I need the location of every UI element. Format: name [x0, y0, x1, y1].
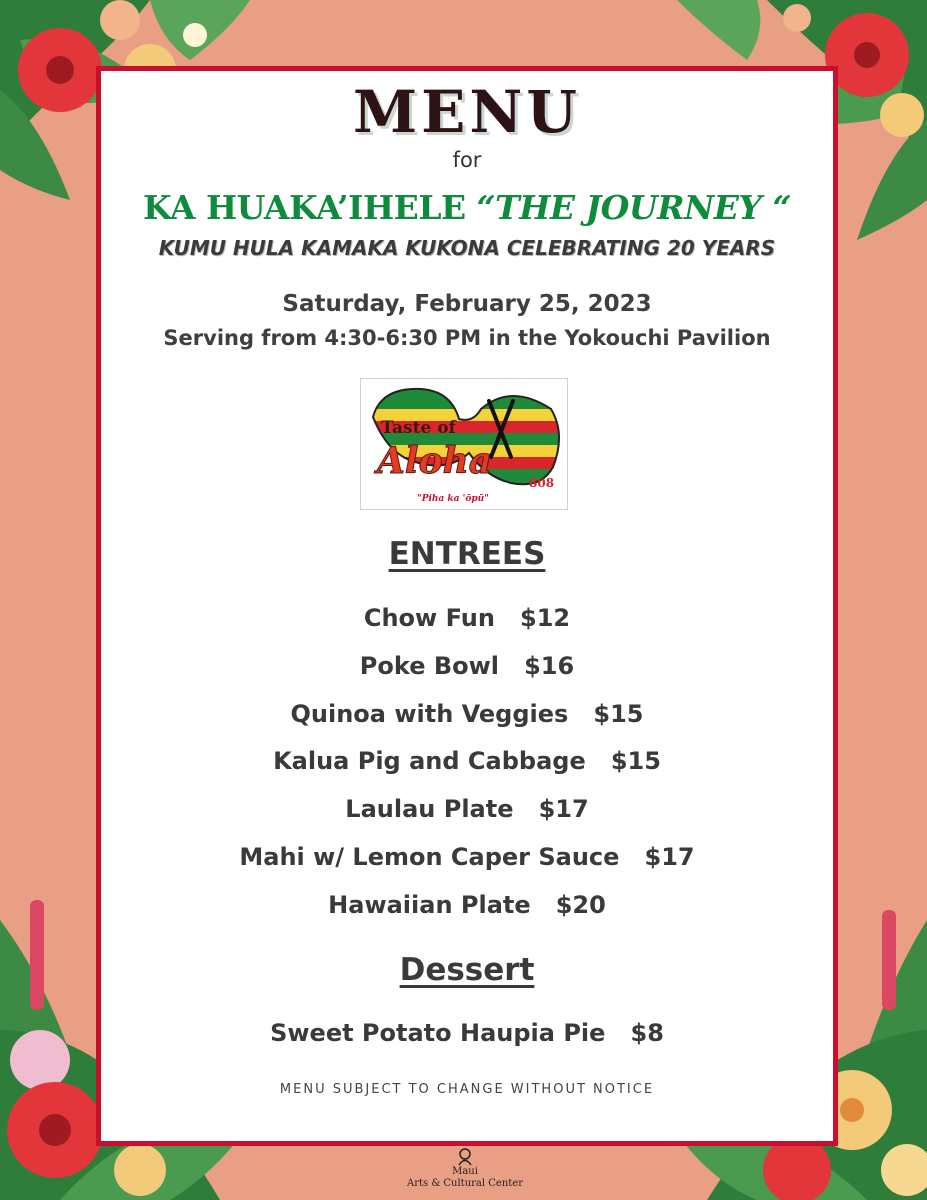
taste-of-aloha-logo	[360, 378, 568, 510]
entree-item	[96, 604, 838, 632]
macc-line2: Arts & Cultural Center	[406, 1178, 523, 1189]
event-name-italic: “THE JOURNEY “	[476, 188, 791, 227]
for-label: for	[452, 148, 482, 172]
entree-item-price: $17	[538, 795, 589, 824]
serving-info: Serving from 4:30-6:30 PM in the Yokouchi Pavilion	[163, 326, 771, 350]
entree-item-name: Hawaiian Plate	[328, 890, 531, 919]
logo-number: 808	[529, 476, 555, 490]
logo-tagline: "Piha ka 'ōpū"	[417, 494, 489, 504]
macc-line1: Maui	[452, 1166, 478, 1177]
dessert-heading: Dessert	[399, 952, 535, 988]
entree-item-name: Chow Fun	[363, 604, 495, 632]
logo-line1: Taste of	[381, 418, 456, 438]
entree-item-name: Laulau Plate	[345, 795, 514, 824]
entree-item	[96, 747, 838, 775]
entree-item-name: Poke Bowl	[359, 651, 500, 680]
entrees-heading: ENTREES	[388, 536, 546, 572]
dessert-item-price: $8	[630, 1019, 664, 1047]
entree-item-price: $20	[555, 890, 606, 919]
entree-item	[96, 700, 838, 728]
entree-item-price: $16	[524, 651, 575, 680]
event-subtitle: KUMU HULA KAMAKA KUKONA CELEBRATING 20 YEARS	[158, 236, 776, 260]
dessert-item-name: Sweet Potato Haupia Pie	[270, 1019, 606, 1047]
entree-item	[96, 795, 838, 823]
menu-notice: MENU SUBJECT TO CHANGE WITHOUT NOTICE	[279, 1082, 655, 1097]
entree-item-name: Kalua Pig and Cabbage	[273, 747, 586, 776]
entree-item-price: $17	[644, 843, 695, 871]
event-date: Saturday, February 25, 2023	[282, 291, 652, 317]
macc-figure-icon	[455, 1148, 475, 1166]
menu-title: MENU	[352, 78, 581, 146]
maui-island-flag-graphic	[361, 379, 567, 509]
entree-item	[96, 891, 838, 919]
dessert-item	[96, 1019, 838, 1047]
entree-item-price: $12	[520, 604, 571, 632]
logo-line2: Aloha	[377, 440, 493, 482]
maui-arts-cultural-center-logo	[405, 1148, 525, 1190]
entree-item-name: Quinoa with Veggies	[290, 699, 569, 728]
entree-item-price: $15	[593, 699, 644, 728]
entree-item	[96, 843, 838, 871]
event-name: KA HUAKA’IHELE	[143, 188, 477, 227]
entree-item-price: $15	[610, 747, 661, 776]
event-title	[96, 188, 838, 227]
entree-item-name: Mahi w/ Lemon Caper Sauce	[239, 843, 620, 871]
entree-item	[96, 652, 838, 680]
